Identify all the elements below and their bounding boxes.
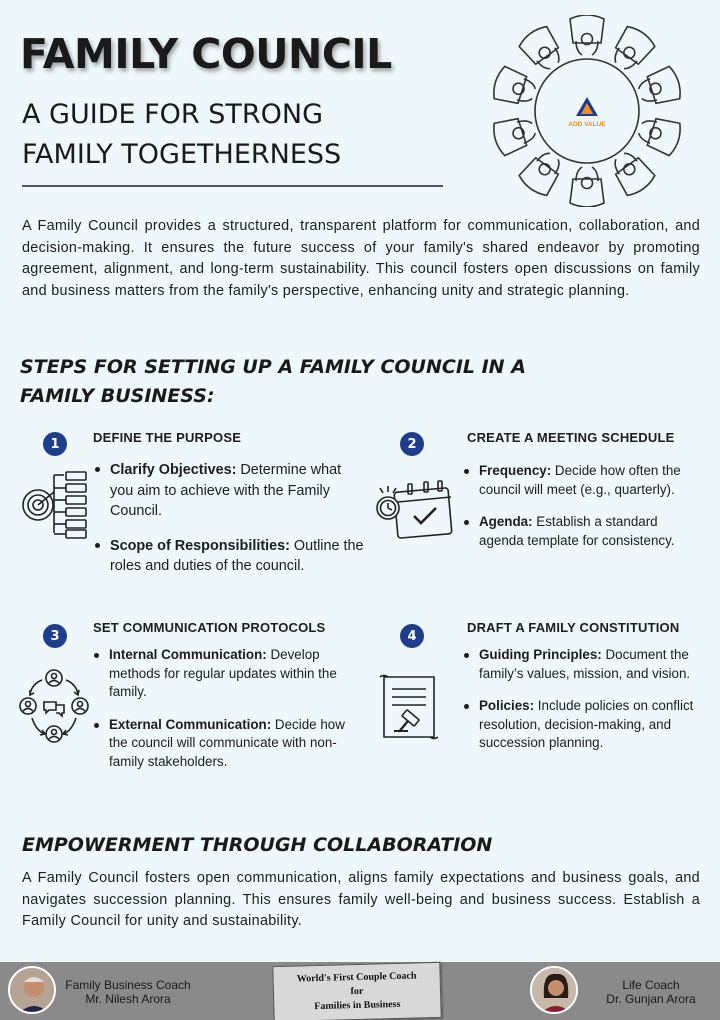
page-title: FAMILY COUNCIL <box>20 30 392 78</box>
chair-icon <box>635 65 684 110</box>
step-1-bullets <box>92 460 367 591</box>
list-item <box>461 462 706 499</box>
person-photo-icon <box>10 968 56 1014</box>
step-3-bullets <box>91 646 361 785</box>
step-2-title: CREATE A MEETING SCHEDULE <box>467 430 675 445</box>
bullet-text: Document the family’s values, mission, and vision. <box>479 647 691 681</box>
step-3-title: SET COMMUNICATION PROTOCOLS <box>93 620 326 635</box>
tagline-line-1: World's First Couple Coach <box>296 970 417 985</box>
avatar <box>530 966 578 1014</box>
steps-heading-line-1: STEPS FOR SETTING UP A FAMILY COUNCIL IN A <box>20 356 526 378</box>
page-subtitle <box>22 95 442 175</box>
list-item <box>461 513 706 550</box>
chair-icon <box>606 146 657 198</box>
chair-icon <box>635 112 684 157</box>
tagline-card <box>272 962 441 1020</box>
bullet-label: External Communication: <box>109 716 272 732</box>
logo-text: ADD VALUE <box>568 121 606 128</box>
right-coach-name: Dr. Gunjan Arora <box>606 992 696 1006</box>
subtitle-line-2: FAMILY TOGETHERNESS <box>22 139 342 170</box>
step-4-badge: 4 <box>400 624 424 648</box>
avatar <box>8 966 56 1014</box>
empowerment-heading: EMPOWERMENT THROUGH COLLABORATION <box>22 834 493 856</box>
steps-heading-line-2: FAMILY BUSINESS: <box>20 385 215 407</box>
list-item <box>461 646 706 683</box>
tagline-line-3: Families in Business <box>314 998 401 1013</box>
bullet-label: Scope of Responsibilities: <box>110 537 290 554</box>
add-value-logo-icon <box>568 97 606 128</box>
footer-bar <box>0 962 720 1020</box>
intro-paragraph: A Family Council provides a structured, transparent platform for communication, collaboration, and decision-making. It ensures the future success of your family's shared endeavor by promoting agreement, alignment, and long-term sustainability. This council fosters open discussions on family and business matters from the family's perspective, enhancing unity and strategic planning. <box>22 218 700 299</box>
chair-icon <box>490 65 539 110</box>
target-list-icon <box>20 470 88 540</box>
step-1-badge: 1 <box>43 432 67 456</box>
list-item <box>92 460 367 522</box>
chair-icon <box>606 23 657 75</box>
step-4-title: DRAFT A FAMILY CONSTITUTION <box>467 620 680 635</box>
left-coach-name: Mr. Nilesh Arora <box>85 992 171 1006</box>
calendar-clock-icon <box>374 480 454 542</box>
right-coach-role: Life Coach <box>622 978 680 992</box>
step-2-bullets <box>461 462 706 564</box>
round-table-logo <box>488 15 686 207</box>
bullet-label: Clarify Objectives: <box>110 462 237 478</box>
bullet-text: Develop methods for regular updates within the family. <box>109 647 337 699</box>
chair-icon <box>570 15 604 55</box>
empowerment-paragraph: A Family Council fosters open communication, aligns family expectations and business goals, and navigates succession planning. This ensures family well-being and business success. Establish a Family Council for unity and sustainability. <box>22 870 700 929</box>
bullet-text: Decide how often the council will meet (e.g., quarterly). <box>479 463 681 497</box>
list-item <box>92 536 367 577</box>
bullet-text: Outline the roles and duties of the council. <box>110 537 364 574</box>
bullet-label: Frequency: <box>479 463 552 478</box>
bullet-text: Include policies on conflict resolution, decision-making, and succession planning. <box>479 698 694 750</box>
left-coach-role: Family Business Coach <box>65 978 191 992</box>
person-photo-icon <box>532 968 578 1014</box>
document-gavel-icon <box>376 673 446 743</box>
bullet-text: Establish a standard agenda template for consistency. <box>479 514 675 548</box>
bullet-text: Decide how the council will communicate with non-family stakeholders. <box>109 716 345 769</box>
steps-heading <box>20 353 580 411</box>
chair-icon <box>517 146 568 198</box>
list-item <box>91 716 361 772</box>
step-2-badge: 2 <box>400 432 424 456</box>
chair-icon <box>490 112 539 157</box>
step-4-bullets <box>461 646 706 767</box>
list-item <box>461 697 706 753</box>
bullet-label: Policies: <box>479 698 535 713</box>
tagline-line-2: for <box>350 985 364 998</box>
header-divider <box>22 185 443 187</box>
bullet-text: Determine what you aim to achieve with the Family Council. <box>110 462 342 519</box>
step-1-title: DEFINE THE PURPOSE <box>93 430 242 445</box>
chair-icon <box>570 167 604 207</box>
chair-icon <box>517 23 568 75</box>
list-item <box>91 646 361 702</box>
bullet-label: Guiding Principles: <box>479 647 602 662</box>
communication-cycle-icon <box>18 668 90 746</box>
bullet-label: Internal Communication: <box>109 647 267 662</box>
bullet-label: Agenda: <box>479 514 533 529</box>
step-3-badge: 3 <box>43 624 67 648</box>
subtitle-line-1: A GUIDE FOR STRONG <box>22 99 324 130</box>
